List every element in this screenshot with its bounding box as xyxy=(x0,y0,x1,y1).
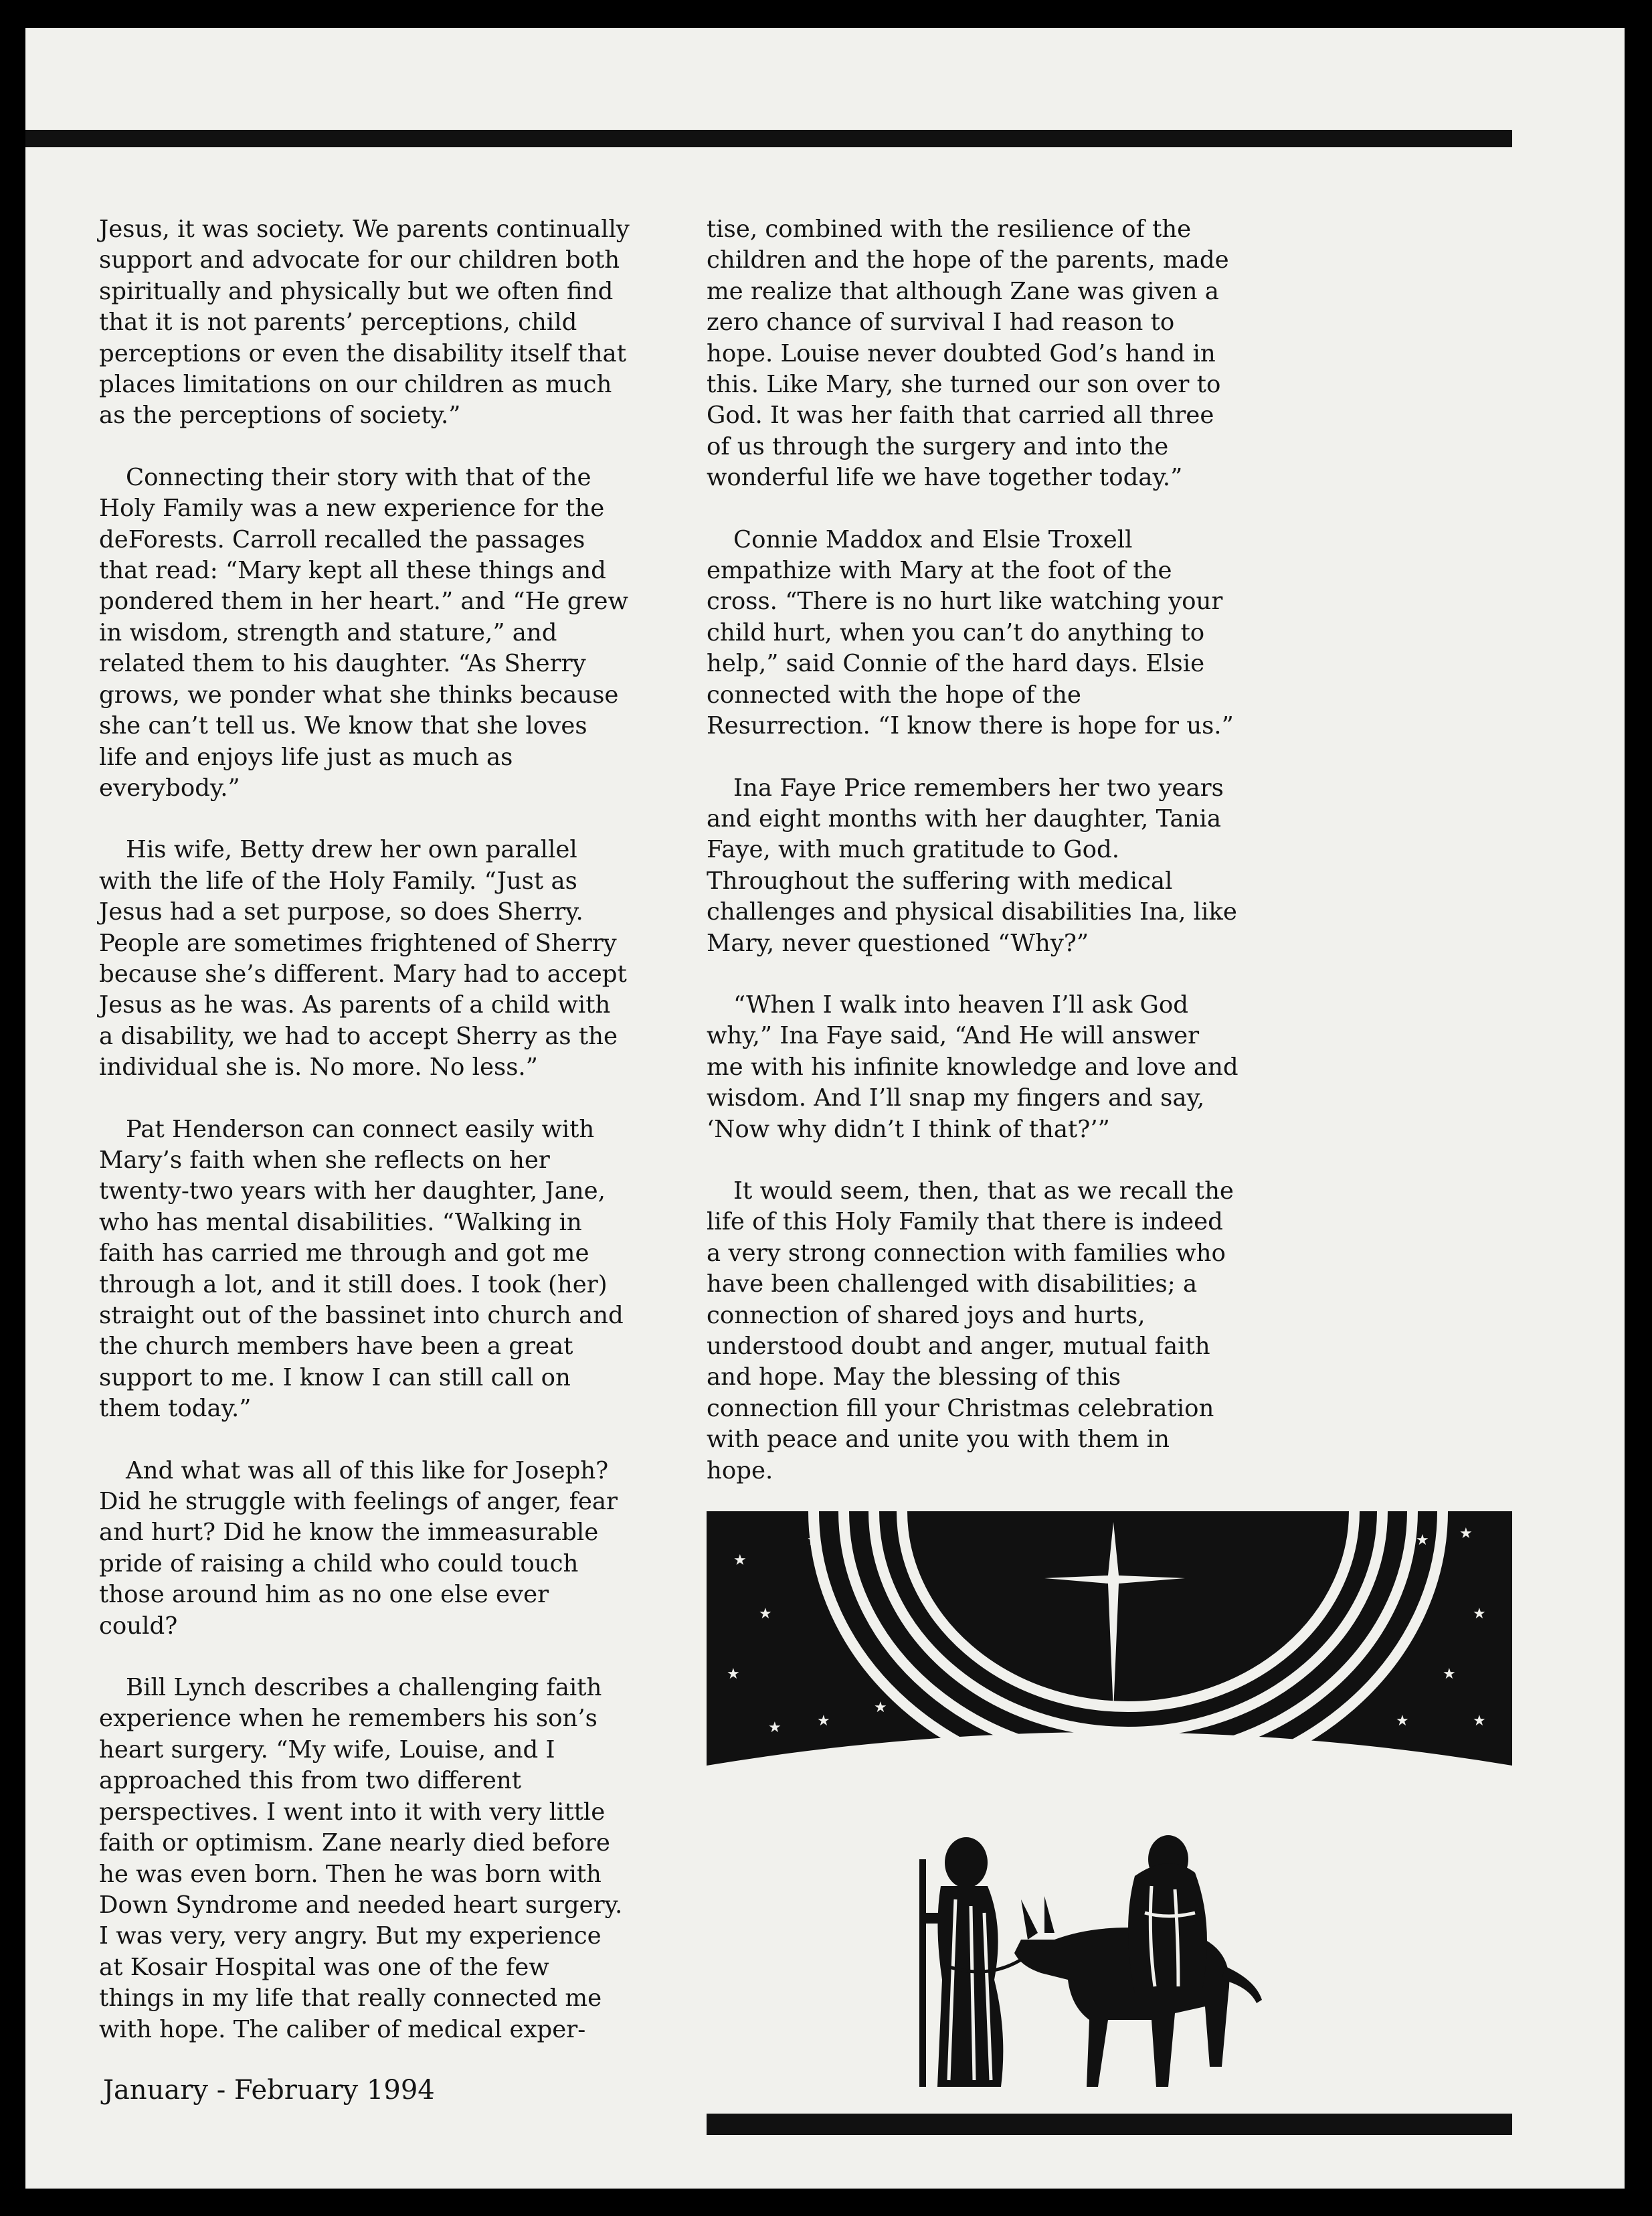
svg-text:★: ★ xyxy=(927,1766,941,1783)
svg-text:★: ★ xyxy=(1396,1713,1409,1729)
svg-text:★: ★ xyxy=(1456,1800,1469,1816)
paragraph: Ina Faye Price remembers her two years and eight months with her daughter, Tania Faye, with much gratitude to God. Throughout the suffering with medical challenges and physical disabilities Ina, like Mary, never questioned “Why?” xyxy=(707,774,1237,957)
svg-text:★: ★ xyxy=(768,1719,782,1736)
paragraph: “When I walk into heaven I’ll ask God why,” Ina Faye said, “And He will answer me with his infinite knowledge and love and wisdom. And I’ll snap my fingers and say, ‘Now why didn’t I think of that?’” xyxy=(707,991,1238,1143)
svg-text:★: ★ xyxy=(1473,1606,1486,1622)
svg-text:★: ★ xyxy=(887,1780,901,1796)
header-rule xyxy=(25,130,1512,147)
paragraph: Connie Maddox and Elsie Troxell empathize with Mary at the foot of the cross. “There is no hurt like watching your child hurt, when you can’t do anything to help,” said Connie of the hard days. Elsie connected with the hope of the Resurrection. “I know there is hope for us.” xyxy=(707,525,1234,740)
svg-text:★: ★ xyxy=(1369,1800,1382,1816)
right-column xyxy=(707,214,1238,1517)
svg-text:★: ★ xyxy=(1443,1666,1456,1683)
svg-text:★: ★ xyxy=(827,1800,840,1816)
paragraph: tise, combined with the resilience of the children and the hope of the parents, made me realize that although Zane was given a zero chance of survival I had reason to hope. Louise never doubted God’s hand in this. Like Mary, she turned our son over to God. It was her faith that carried all three of us through the surgery and into the wonderful life we have together today.” xyxy=(707,216,1229,492)
svg-text:★: ★ xyxy=(727,1666,740,1683)
left-column xyxy=(99,214,631,2076)
paragraph: Connecting their story with that of the Holy Family was a new experience for the deForests. Carroll recalled the passages that read: “Mary kept all these things and pondered them in her heart.” and “He grew in wisdom, strength and stature,” and related them to his daughter. “As Sherry grows, we ponder what she thinks because she can’t tell us. We know that she loves life and enjoys life just as much as everybody.” xyxy=(99,463,628,802)
svg-text:★: ★ xyxy=(817,1713,830,1729)
paragraph: It would seem, then, that as we recall the life of this Holy Family that there is indeed a very strong connection with families who have been challenged with disabilities; a connection of shared joys and hurts, understood doubt and anger, mutual faith and hope. May the blessing of this connection fill your Christmas celebration with peace and unite you with them in hope. xyxy=(707,1177,1234,1484)
svg-text:★: ★ xyxy=(733,1813,747,1830)
paragraph: Jesus, it was society. We parents continually support and advocate for our children both spiritually and physically but we often find that it is not parents’ perceptions, child perceptions or even the disability itself that places limitations on our children as much as the perceptions of society.” xyxy=(99,216,630,430)
svg-text:★: ★ xyxy=(1473,1713,1486,1729)
paragraph: Pat Henderson can connect easily with Mary’s faith when she reflects on her twenty-two years with her daughter, Jane, who has mental disabilities. “Walking in faith has carried me through and got me through a lot, and it still does. I took (her) straight out of the bassinet into church and the church members have been a great support to me. I know I can still call on them today.” xyxy=(99,1115,624,1423)
svg-text:★: ★ xyxy=(1459,1525,1473,1542)
svg-text:★: ★ xyxy=(759,1606,772,1622)
svg-text:★: ★ xyxy=(874,1699,887,1716)
svg-text:★: ★ xyxy=(807,1532,820,1549)
paragraph: And what was all of this like for Joseph? Did he struggle with feelings of anger, fear and hurt? Did he know the immeasurable pride of raising a child who could touch those around him as no one else ever could? xyxy=(99,1456,618,1640)
svg-text:★: ★ xyxy=(764,1766,777,1783)
svg-text:★: ★ xyxy=(1416,1532,1429,1549)
svg-text:★: ★ xyxy=(733,1552,747,1569)
nativity-flight-woodcut-icon xyxy=(707,1511,1512,2150)
paragraph: His wife, Betty drew her own parallel with the life of the Holy Family. “Just as Jesus had a set purpose, so does Sherry. People are sometimes frightened of Sherry because she’s different. Mary had to accept Jesus as he was. As parents of a child with a disability, we had to accept Sherry as the individual she is. No more. No less.” xyxy=(99,836,627,1082)
magazine-page xyxy=(25,28,1625,2189)
issue-date: January - February 1994 xyxy=(103,2075,435,2106)
svg-text:★: ★ xyxy=(1366,1746,1379,1763)
paragraph: Bill Lynch describes a challenging faith experience when he remembers his son’s heart surgery. “My wife, Louise, and I approached this from two different perspectives. I went into it with very little faith or optimism. Zane nearly died before he was even born. Then he was born with Down Syndrome and needed heart surgery. I was very, very angry. But my experience at Kosair Hospital was one of the few things in my life that really connected me with hope. The caliber of medical exper- xyxy=(99,1674,623,2043)
